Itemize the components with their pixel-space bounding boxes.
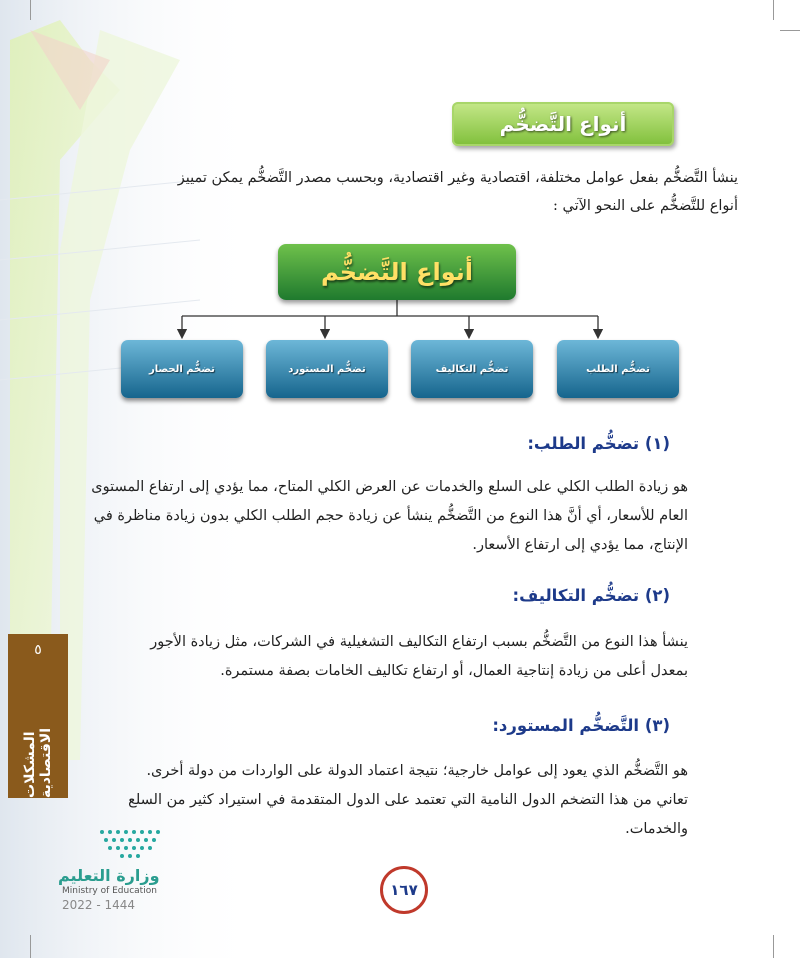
section-heading-costs: (٢) تضخُّم التكاليف: bbox=[512, 586, 670, 605]
diagram-node-label: تضخُّم الحصار bbox=[149, 363, 215, 375]
chapter-side-tab bbox=[8, 634, 68, 798]
section-heading-demand: (١) تضخُّم الطلب: bbox=[527, 434, 670, 453]
diagram-node-demand bbox=[557, 340, 679, 398]
diagram-node-label: تضخُّم الطلب bbox=[586, 363, 650, 375]
section-line: الإنتاج، مما يؤدي إلى ارتفاع الأسعار. bbox=[472, 537, 688, 553]
page-number: ١٦٧ bbox=[390, 881, 418, 899]
section-line: هو زيادة الطلب الكلي على السلع والخدمات عن العرض الكلي المتاح، مما يؤدي إلى ارتفاع المستوى bbox=[91, 479, 688, 495]
intro-line-1: ينشأ التَّضخُّم بفعل عوامل مختلفة، اقتصادية وغير اقتصادية، وبحسب مصدر التَّضخُّم يمكن تمييز bbox=[177, 170, 738, 186]
page-number-badge bbox=[380, 866, 428, 914]
section-line: هو التَّضخُّم الذي يعود إلى عوامل خارجية؛ نتيجة اعتماد الدولة على الواردات من دولة أخرى. bbox=[146, 763, 688, 779]
section-line: ينشأ هذا النوع من التَّضخُّم بسبب ارتفاع التكاليف التشغيلية في الشركات، مثل زيادة الأجور bbox=[150, 634, 688, 650]
section-line: والخدمات. bbox=[625, 821, 688, 837]
section-heading-imported: (٣) التَّضخُّم المستورد: bbox=[492, 716, 670, 735]
ministry-logo-icon bbox=[96, 826, 166, 862]
intro-line-2: أنواع للتَّضخُّم على النحو الآتي : bbox=[553, 198, 738, 214]
diagram-main-label: أنواع التَّضخُّم bbox=[320, 258, 474, 286]
section-line: تعاني من هذا التضخم الدول النامية التي تعتمد على الدول المتقدمة في استيراد كثير من السلع bbox=[128, 792, 688, 808]
chapter-number: ٥ bbox=[34, 642, 42, 658]
diagram-node-label: تضخُّم المستورد bbox=[288, 363, 366, 375]
diagram-node-costs bbox=[411, 340, 533, 398]
ministry-name-arabic: وزارة التعليم bbox=[58, 866, 160, 885]
ministry-year: 2022 - 1444 bbox=[62, 898, 136, 912]
diagram-node-label: تضخُّم التكاليف bbox=[435, 363, 509, 375]
ministry-name-english: Ministry of Education bbox=[62, 886, 157, 896]
section-line: العام للأسعار، أي أنَّ هذا النوع من التَّضخُّم ينشأ عن زيادة حجم الطلب الكلي بدون زيادة مناظرة في bbox=[93, 508, 688, 524]
section-title: أنواع التَّضخُّم bbox=[499, 112, 627, 136]
section-line: بمعدل أعلى من زيادة إنتاجية العمال، أو ارتفاع تكاليف الخامات بصفة مستمرة. bbox=[220, 663, 688, 679]
diagram-node-siege bbox=[121, 340, 243, 398]
diagram-node-imported bbox=[266, 340, 388, 398]
diagram-main-node bbox=[278, 244, 516, 300]
chapter-title: المشكلات الاقتصادية bbox=[22, 727, 54, 798]
